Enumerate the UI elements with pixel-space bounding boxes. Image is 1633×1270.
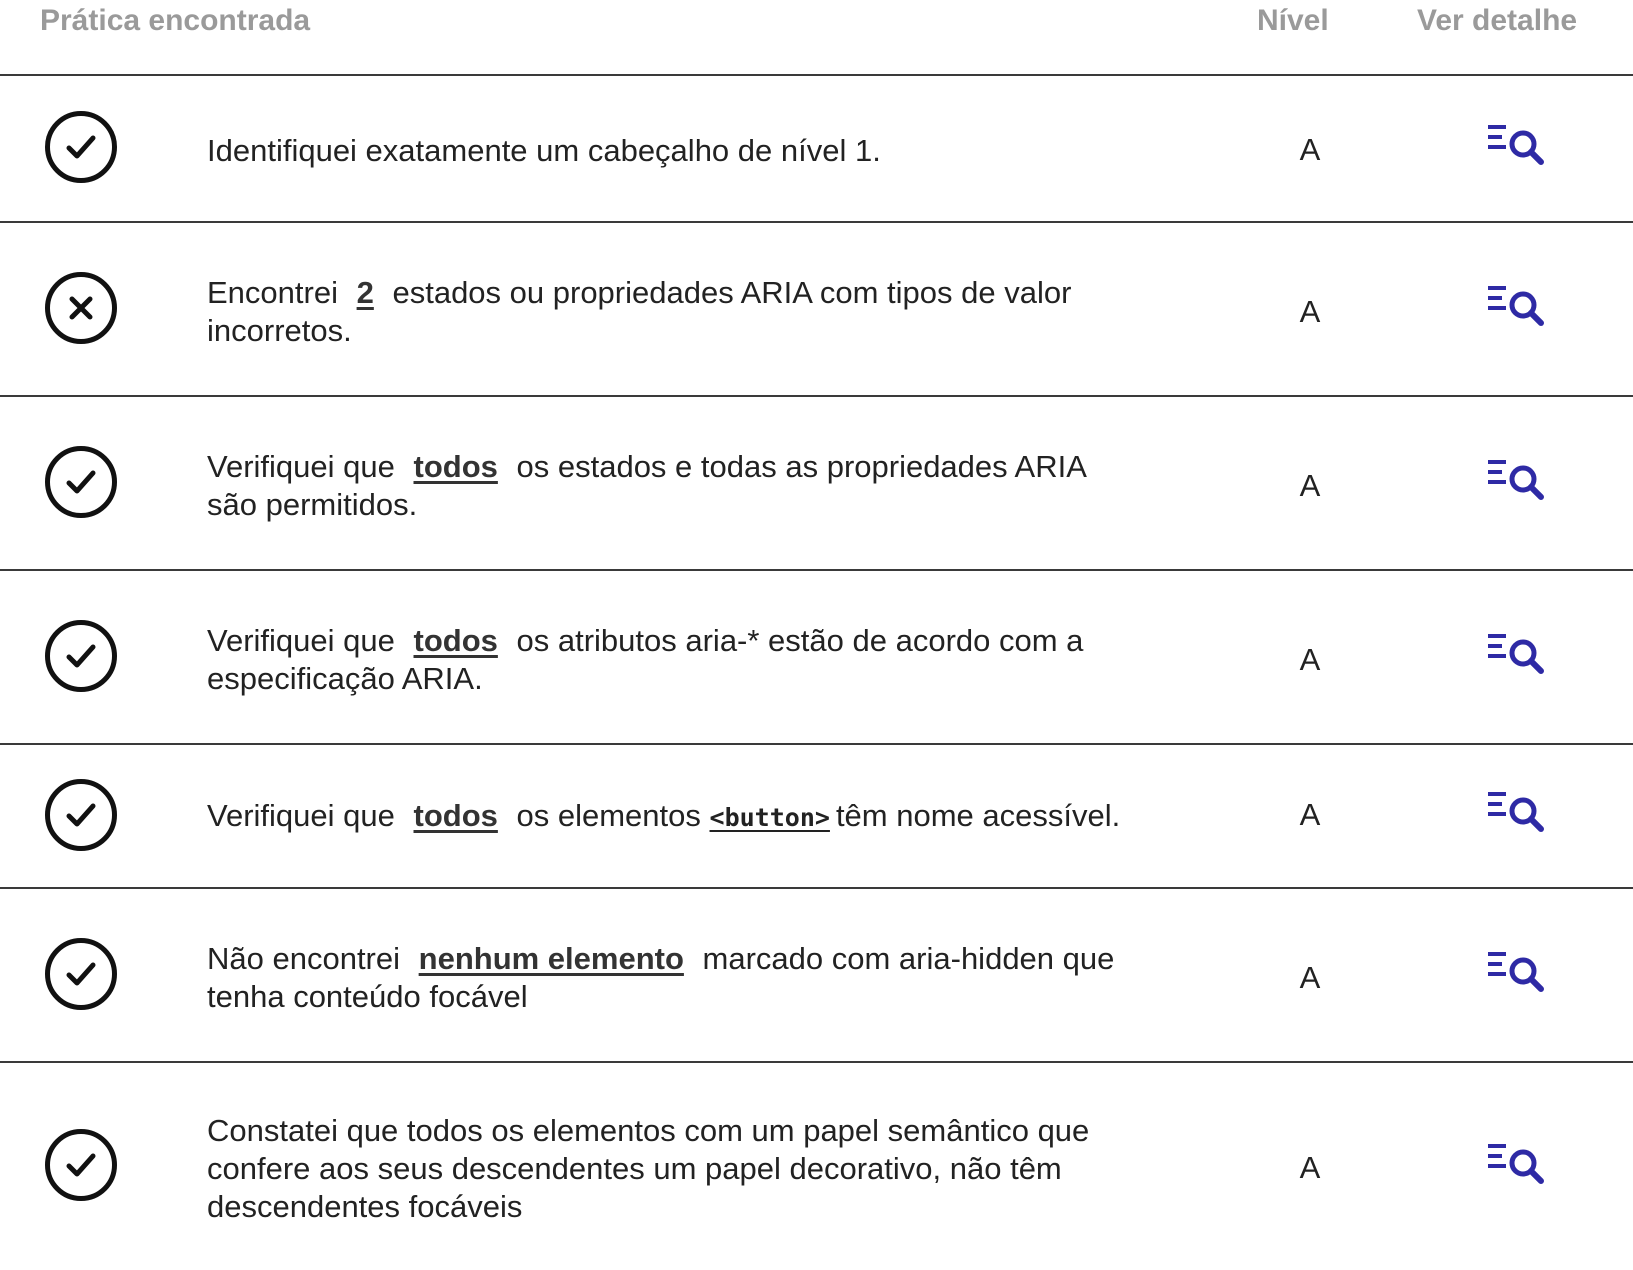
column-header-detail: Ver detalhe [1417,4,1578,37]
practice-text-post: têm nome acessível. [835,798,1121,833]
level-value: A [1299,642,1321,677]
check-circle-icon [45,446,117,518]
practice-text-post: estados ou propriedades ARIA com tipos de valor incorretos. [207,275,1072,348]
view-detail-button[interactable] [1486,790,1548,834]
list-search-icon [1486,950,1548,994]
list-search-icon [1486,632,1548,676]
view-detail-button[interactable] [1486,123,1548,167]
practice-description [207,1112,1137,1226]
view-detail-button[interactable] [1486,284,1548,328]
practice-description [207,797,1137,837]
list-search-icon [1486,123,1548,167]
table-row [0,76,1633,223]
practice-text: Identifiquei exatamente um cabeçalho de nível 1. [207,133,881,168]
check-circle-icon [45,938,117,1010]
table-row [0,397,1633,571]
list-search-icon [1486,458,1548,502]
level-value: A [1299,797,1321,832]
list-search-icon [1486,1142,1548,1186]
table-header [0,0,1633,76]
practice-text-pre: Verifiquei que [207,623,395,658]
practice-text-pre: Não encontrei [207,941,401,976]
practice-count-link[interactable]: 2 [356,275,374,310]
practice-description [207,622,1137,698]
level-value: A [1299,468,1321,503]
practice-text-post: marcado com aria-hidden que tenha conteúdo focável [207,941,1115,1014]
check-circle-icon [45,1129,117,1201]
practice-count-link[interactable]: todos [413,623,498,658]
practice-text-mid: os elementos [516,798,701,833]
practice-text: Constatei que todos os elementos com um papel semântico que confere aos seus descendentes um papel decorativo, não têm descendentes focáveis [207,1113,1090,1224]
check-circle-icon [45,620,117,692]
button-element-code: <button> [709,803,830,832]
check-circle-icon [45,779,117,851]
practice-text-post: os estados e todas as propriedades ARIA são permitidos. [207,449,1086,522]
list-search-icon [1486,790,1548,834]
practice-count-link[interactable]: todos [413,798,498,833]
level-value: A [1299,960,1321,995]
practice-description [207,132,1137,170]
view-detail-button[interactable] [1486,632,1548,676]
column-header-practice: Prática encontrada [40,4,311,37]
level-value: A [1299,294,1321,329]
practice-text-pre: Verifiquei que [207,449,395,484]
practice-description [207,274,1137,350]
view-detail-button[interactable] [1486,458,1548,502]
practice-count-link[interactable]: todos [413,449,498,484]
practice-count-link[interactable]: nenhum elemento [418,941,684,976]
practice-description [207,448,1137,524]
level-value: A [1299,1150,1321,1185]
level-value: A [1299,132,1321,167]
view-detail-button[interactable] [1486,1142,1548,1186]
practice-text-pre: Encontrei [207,275,338,310]
table-row [0,571,1633,745]
practice-text-pre: Verifiquei que [207,798,395,833]
table-row [0,223,1633,397]
practice-description [207,940,1137,1016]
check-circle-icon [45,111,117,183]
table-row [0,889,1633,1063]
view-detail-button[interactable] [1486,950,1548,994]
table-row [0,745,1633,889]
table-row [0,1063,1633,1270]
list-search-icon [1486,284,1548,328]
practice-text-post: os atributos aria-* estão de acordo com a especificação ARIA. [207,623,1084,696]
x-circle-icon [45,272,117,344]
column-header-level: Nível [1257,4,1329,37]
